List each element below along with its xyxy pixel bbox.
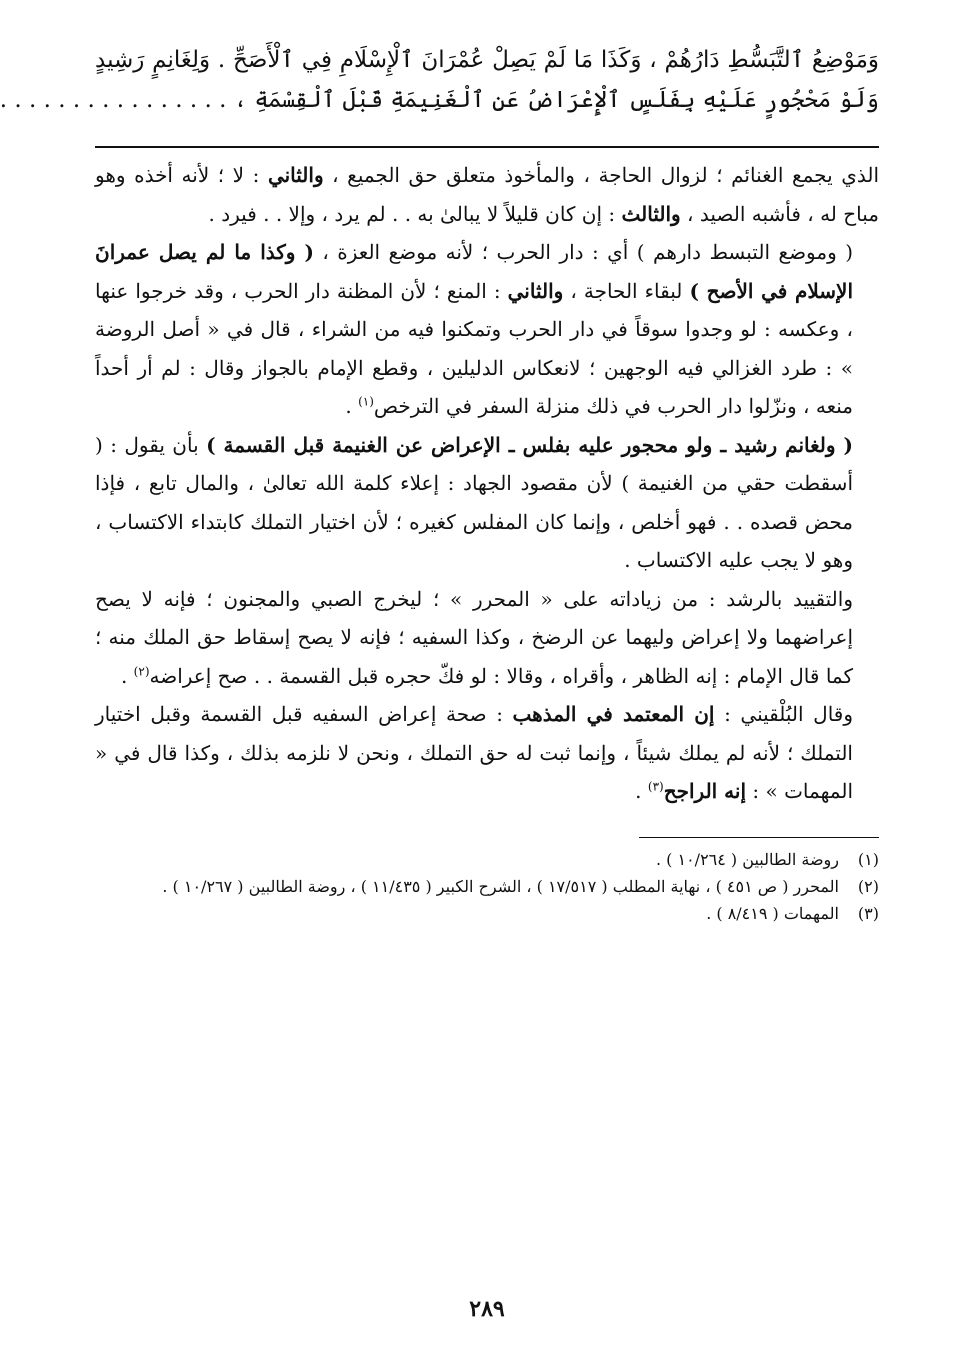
commentary-paragraph [95, 695, 879, 811]
text-run: ( وموضع التبسط دارهم ) أي : دار الحرب ؛ لأنه موضع العزة ، [313, 240, 853, 264]
footnote-ref[interactable]: (٣) [647, 779, 664, 794]
text-run: والتقييد بالرشد : من زياداته على « المحرر » ؛ ليخرج الصبي والمجنون ؛ فإنه لا يصح إعراضهما ولا إعراض وليهما عن الرضخ ، وكذا السفيه ؛ فإنه لا يصح إسقاط حق الملك منه ؛ كما قال الإمام : إنه الظاهر ، وأقراه ، وقالا : لو فكّ حجره قبل القسمة . . صح إعراضه [95, 586, 853, 688]
bold-run: والثاني [267, 163, 324, 187]
text-run: : إن كان قليلاً لا يبالىٰ به . . لم يرد ، وإلا . . فيرد . [208, 201, 622, 226]
footnote-text: المحرر ( ص ٤٥١ ) ، نهاية المطلب ( ١٧/٥١٧ ) ، الشرح الكبير ( ١١/٤٣٥ ) ، روضة الطالبين ( ١٠/٢٦٧ ) . [162, 876, 839, 896]
footnotes [95, 846, 879, 927]
footnote-ref[interactable]: (١) [358, 394, 374, 409]
text-run: . [635, 779, 648, 803]
text-run: : المنع ؛ لأن المظنة دار الحرب ، وقد خرجوا عنها ، وعكسه : لو وجدوا سوقاً في دار الحرب وتمكنوا فيه من الشراء ، قال في « أصل الروضة » : طرد الغزالي فيه الوجهين ؛ لانعكاس الدليلين ، وقطع الإمام بالجواز وقال : لم أر أحداً منعه ، ونزّلوا دار الحرب في ذلك منزلة السفر في الترخص [95, 278, 853, 418]
text-run: لبقاء الحاجة ، [563, 278, 690, 303]
footnote-separator [639, 837, 879, 838]
bold-run: إنه الراجح [663, 779, 747, 803]
bold-run: ( ولغانم رشيد ـ ولو محجور عليه بفلس ـ الإعراض عن الغنيمة قبل القسمة ) [206, 432, 853, 457]
text-run: : لا ؛ لأنه أخذه وهو مباح له ، فأشبه الصيد ، [95, 163, 879, 226]
matn-line: وَمَوْضِعُ ٱلتَّبَسُّطِ دَارُهُمْ ، وَكَذَا مَا لَمْ يَصِلْ عُمْرَانَ ٱلْإِسْلَامِ فِي ٱلْأَصَحِّ . وَلِغَانِمٍ رَشِيدٍ [95, 47, 879, 73]
footnote-number: (٣) [857, 903, 879, 923]
page-body [0, 40, 879, 927]
text-run: بأن يقول : ( أسقطت حقي من الغنيمة ) لأن مقصود الجهاد : إعلاء كلمة الله تعالىٰ ، والمال تابع ، فإذا محض قصده . . فهو أخلص ، وإنما كان المفلس كغيره ؛ لأن اختيار التملك كابتداء الاكتساب ، وهو لا يجب عليه الاكتساب . [95, 432, 853, 572]
bold-run: إن المعتمد في المذهب [512, 702, 715, 726]
bold-run: ( وكذا ما لم يصل عمرانَ الإسلام في الأصح ) [95, 240, 853, 303]
page-number: ٢٨٩ [469, 1296, 505, 1322]
footnote-text: المهمات ( ٨/٤١٩ ) . [706, 903, 839, 923]
footnote-text: روضة الطالبين ( ١٠/٢٦٤ ) . [655, 849, 839, 869]
commentary-paragraph [95, 580, 879, 696]
text-run: : صحة إعراض السفيه قبل القسمة وقبل اختيار التملك ؛ لأنه لم يملك شيئاً ، وإنما ثبت له حق التملك ، ونحن لا نلزمه بذلك ، وكذا قال في « المهمات » : [95, 702, 853, 803]
bold-run: والثالث [621, 201, 681, 226]
commentary [95, 156, 879, 811]
text-run: الذي يجمع الغنائم ؛ لزوال الحاجة ، والمأخوذ متعلق حق الجميع ، [323, 163, 879, 187]
commentary-paragraph [95, 426, 879, 580]
footnote-number: (١) [857, 849, 879, 869]
bold-run: والثاني [507, 278, 564, 303]
commentary-paragraph [95, 233, 879, 426]
footnote-number: (٢) [857, 876, 879, 896]
footnote [95, 873, 879, 900]
text-run: . [120, 663, 134, 688]
matn-text [0, 40, 879, 120]
commentary-paragraph [95, 156, 879, 233]
matn-separator [95, 146, 879, 148]
text-run: . [345, 394, 359, 418]
matn-line: وَلَوْ مَحْجُورٍ عَلَيْهِ بِفَلَسٍ ٱلْإِعْرَاضُ عَنِ ٱلْغَنِيمَةِ قَبْلَ ٱلْقِسْمَةِ ، . . . . . . . . . . . . . . . . [0, 87, 879, 113]
footnote-ref[interactable]: (٢) [133, 663, 150, 678]
text-run: وقال البُلْقيني : [714, 702, 854, 726]
footnote [95, 900, 879, 927]
footnote [95, 846, 879, 873]
